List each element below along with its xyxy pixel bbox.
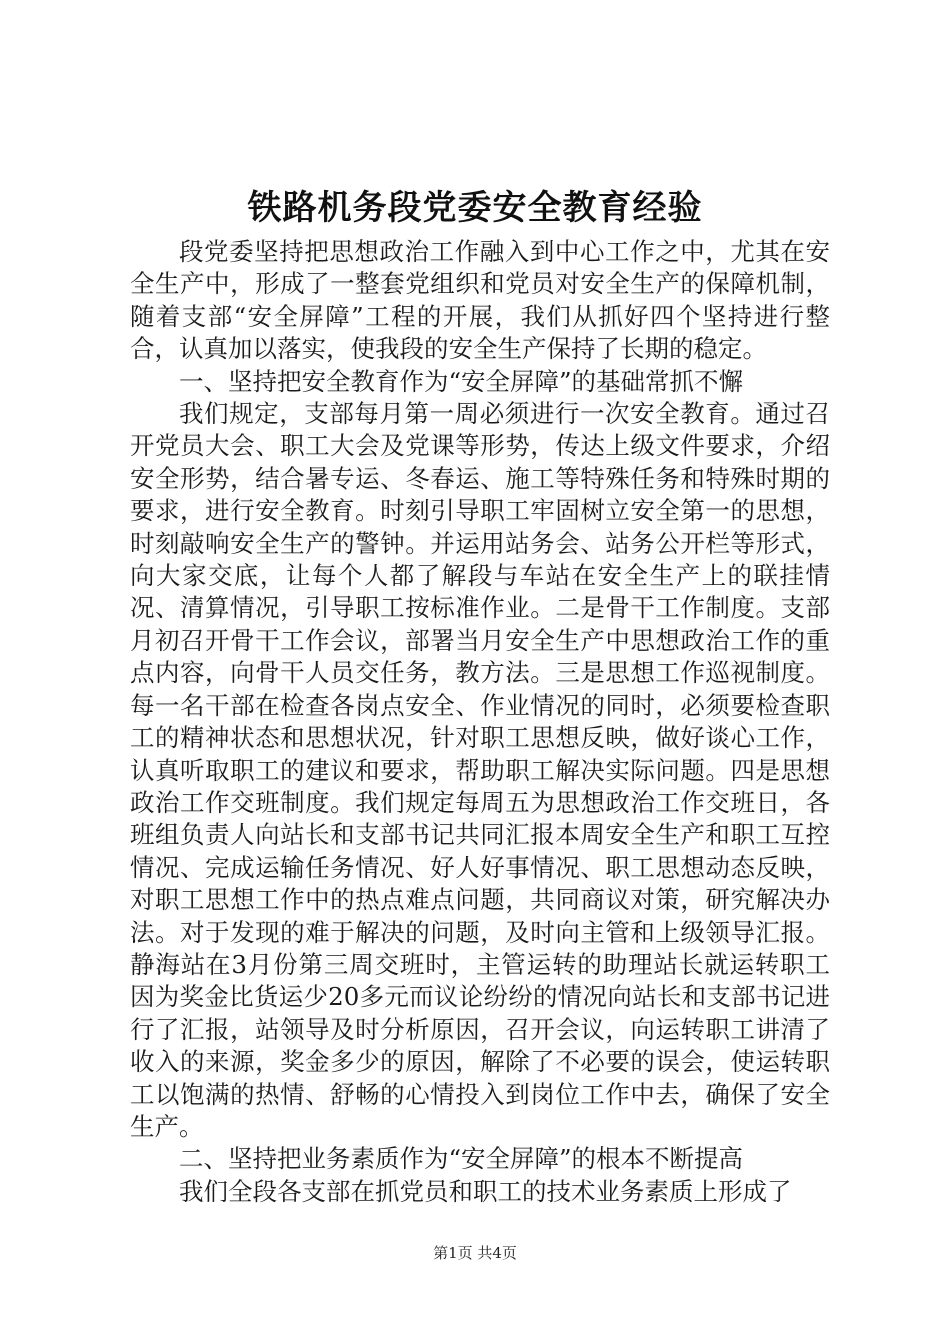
section-heading-2: 二、坚持把业务素质作为“安全屏障”的根本不断提高 — [179, 1144, 744, 1174]
paragraph-intro: 段党委坚持把思想政治工作融入到中心工作之中，尤其在安全生产中，形成了一整套党组织和党员对安全生产的保障机制，随着支部“安全屏障”工程的开展，我们从抓好四个坚持进行整合，认真加以落实，使我段的安全生产保持了长期的稳定。 — [130, 237, 830, 364]
page-number-footer: 第1页 共4页 — [433, 1244, 517, 1262]
document-body — [130, 236, 830, 1208]
paragraph-section-1: 我们规定，支部每月第一周必须进行一次安全教育。通过召开党员大会、职工大会及党课等形势，传达上级文件要求，介绍安全形势，结合暑专运、冬春运、施工等特殊任务和特殊时期的要求，进行安全教育。时刻引导职工牢固树立安全第一的思想，时刻敲响安全生产的警钟。并运用站务会、站务公开栏等形式，向大家交底，让每个人都了解段与车站在安全生产上的联挂情况、清算情况，引导职工按标准作业。二是骨干工作制度。支部月初召开骨干工作会议，部署当月安全生产中思想政治工作的重点内容，向骨干人员交任务，教方法。三是思想工作巡视制度。每一名干部在检查各岗点安全、作业情况的同时，必须要检查职工的精神状态和思想状况，针对职工思想反映，做好谈心工作，认真听取职工的建议和要求，帮助职工解决实际问题。四是思想政治工作交班制度。我们规定每周五为思想政治工作交班日，各班组负责人向站长和支部书记共同汇报本周安全生产和职工互控情况、完成运输任务情况、好人好事情况、职工思想动态反映，对职工思想工作中的热点难点问题，共同商议对策，研究解决办法。对于发现的难于解决的问题，及时向主管和上级领导汇报。静海站在3月份第三周交班时，主管运转的助理站长就运转职工因为奖金比货运少20多元而议论纷纷的情况向站长和支部书记进行了汇报，站领导及时分析原因，召开会议，向运转职工讲清了收入的来源，奖金多少的原因，解除了不必要的误会，使运转职工以饱满的热情、舒畅的心情投入到岗位工作中去，确保了安全生产。 — [130, 399, 830, 1141]
section-heading-1: 一、坚持把安全教育作为“安全屏障”的基础常抓不懈 — [179, 366, 744, 396]
document-title: 铁路机务段党委安全教育经验 — [247, 188, 703, 228]
paragraph-section-2: 我们全段各支部在抓党员和职工的技术业务素质上形成了 — [179, 1176, 792, 1206]
